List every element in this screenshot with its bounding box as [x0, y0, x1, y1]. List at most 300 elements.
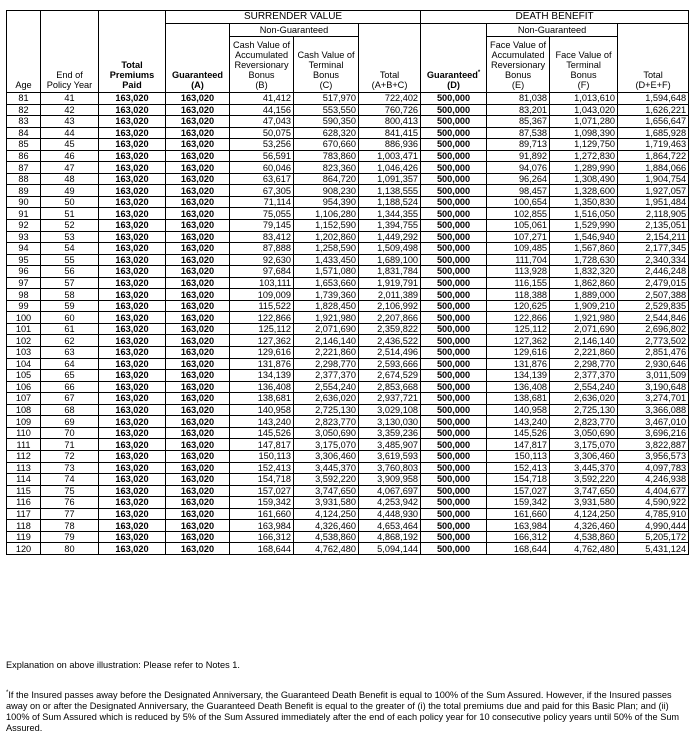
cell-sv-total: 2,937,721: [359, 393, 421, 405]
cell-policy-year: 67: [41, 393, 99, 405]
cell-sv-total: 1,394,755: [359, 220, 421, 232]
cell-db-face-term-bonus: 2,554,240: [550, 381, 618, 393]
cell-total-premiums: 163,020: [99, 485, 166, 497]
cell-sv-total: 1,091,357: [359, 173, 421, 185]
cell-age: 97: [7, 277, 41, 289]
cell-db-total: 3,190,648: [618, 381, 689, 393]
cell-sv-guaranteed: 163,020: [166, 277, 230, 289]
cell-sv-total: 886,936: [359, 139, 421, 151]
cell-age: 103: [7, 347, 41, 359]
cell-policy-year: 62: [41, 335, 99, 347]
col-header-sv-guaranteed: [166, 24, 230, 93]
cell-db-guaranteed: 500,000: [421, 370, 487, 382]
cell-db-total: 1,626,221: [618, 104, 689, 116]
cell-sv-cash-term-bonus: 2,146,140: [294, 335, 359, 347]
cell-sv-guaranteed: 163,020: [166, 358, 230, 370]
cell-age: 114: [7, 474, 41, 486]
cell-age: 118: [7, 520, 41, 532]
cell-db-face-term-bonus: 1,308,490: [550, 173, 618, 185]
db-face-term-label: Face Value of Terminal Bonus: [555, 50, 612, 80]
cell-sv-total: 2,593,666: [359, 358, 421, 370]
cell-sv-guaranteed: 163,020: [166, 543, 230, 555]
cell-db-face-rev-bonus: 143,240: [487, 416, 550, 428]
cell-db-guaranteed: 500,000: [421, 474, 487, 486]
cell-db-face-rev-bonus: 85,367: [487, 116, 550, 128]
cell-sv-guaranteed: 163,020: [166, 335, 230, 347]
cell-sv-cash-term-bonus: 2,377,370: [294, 370, 359, 382]
cell-sv-guaranteed: 163,020: [166, 485, 230, 497]
cell-sv-total: 4,868,192: [359, 531, 421, 543]
table-row: [7, 358, 689, 370]
cell-sv-cash-term-bonus: 3,175,070: [294, 439, 359, 451]
cell-sv-cash-term-bonus: 1,828,450: [294, 300, 359, 312]
cell-sv-cash-term-bonus: 628,320: [294, 127, 359, 139]
cell-sv-guaranteed: 163,020: [166, 450, 230, 462]
cell-policy-year: 69: [41, 416, 99, 428]
cell-db-guaranteed: 500,000: [421, 196, 487, 208]
cell-db-face-term-bonus: 1,289,990: [550, 162, 618, 174]
cell-policy-year: 72: [41, 450, 99, 462]
cell-sv-cash-rev-bonus: 83,412: [230, 231, 294, 243]
cell-age: 119: [7, 531, 41, 543]
cell-db-total: 5,431,124: [618, 543, 689, 555]
cell-sv-cash-rev-bonus: 157,027: [230, 485, 294, 497]
cell-sv-cash-term-bonus: 3,445,370: [294, 462, 359, 474]
sv-guaranteed-code: (A): [191, 80, 204, 90]
cell-db-total: 1,904,754: [618, 173, 689, 185]
col-header-age: Age: [7, 11, 41, 93]
cell-sv-cash-term-bonus: 2,636,020: [294, 393, 359, 405]
cell-sv-total: 3,909,958: [359, 474, 421, 486]
cell-db-face-term-bonus: 1,529,990: [550, 220, 618, 232]
cell-db-guaranteed: 500,000: [421, 266, 487, 278]
cell-sv-guaranteed: 163,020: [166, 393, 230, 405]
cell-sv-cash-rev-bonus: 134,139: [230, 370, 294, 382]
cell-total-premiums: 163,020: [99, 323, 166, 335]
cell-db-guaranteed: 500,000: [421, 254, 487, 266]
cell-db-face-term-bonus: 3,931,580: [550, 497, 618, 509]
cell-sv-guaranteed: 163,020: [166, 427, 230, 439]
cell-db-total: 4,097,783: [618, 462, 689, 474]
cell-age: 84: [7, 127, 41, 139]
cell-db-total: 1,719,463: [618, 139, 689, 151]
cell-age: 104: [7, 358, 41, 370]
cell-age: 81: [7, 93, 41, 105]
cell-total-premiums: 163,020: [99, 531, 166, 543]
cell-policy-year: 70: [41, 427, 99, 439]
cell-sv-cash-term-bonus: 1,106,280: [294, 208, 359, 220]
cell-sv-total: 1,919,791: [359, 277, 421, 289]
cell-total-premiums: 163,020: [99, 208, 166, 220]
db-face-rev-code: (E): [511, 80, 525, 90]
cell-db-face-rev-bonus: 107,271: [487, 231, 550, 243]
cell-policy-year: 53: [41, 231, 99, 243]
cell-db-guaranteed: 500,000: [421, 381, 487, 393]
cell-total-premiums: 163,020: [99, 127, 166, 139]
cell-sv-cash-rev-bonus: 163,984: [230, 520, 294, 532]
cell-db-total: 1,594,648: [618, 93, 689, 105]
cell-db-total: 2,544,846: [618, 312, 689, 324]
cell-db-guaranteed: 500,000: [421, 173, 487, 185]
table-row: [7, 370, 689, 382]
cell-db-guaranteed: 500,000: [421, 312, 487, 324]
cell-total-premiums: 163,020: [99, 231, 166, 243]
cell-age: 112: [7, 450, 41, 462]
cell-age: 95: [7, 254, 41, 266]
table-row: [7, 520, 689, 532]
cell-total-premiums: 163,020: [99, 427, 166, 439]
cell-db-total: 2,177,345: [618, 243, 689, 255]
cell-age: 108: [7, 404, 41, 416]
cell-db-total: 4,246,938: [618, 474, 689, 486]
cell-db-guaranteed: 500,000: [421, 508, 487, 520]
cell-policy-year: 75: [41, 485, 99, 497]
cell-db-guaranteed: 500,000: [421, 358, 487, 370]
cell-sv-guaranteed: 163,020: [166, 139, 230, 151]
cell-age: 109: [7, 416, 41, 428]
cell-db-face-rev-bonus: 111,704: [487, 254, 550, 266]
cell-db-face-rev-bonus: 102,855: [487, 208, 550, 220]
cell-age: 90: [7, 196, 41, 208]
cell-age: 100: [7, 312, 41, 324]
cell-db-face-term-bonus: 3,050,690: [550, 427, 618, 439]
cell-db-face-rev-bonus: 87,538: [487, 127, 550, 139]
table-row: [7, 208, 689, 220]
cell-total-premiums: 163,020: [99, 196, 166, 208]
cell-sv-total: 3,485,907: [359, 439, 421, 451]
cell-age: 92: [7, 220, 41, 232]
cell-db-face-term-bonus: 1,862,860: [550, 277, 618, 289]
cell-sv-total: 3,130,030: [359, 416, 421, 428]
cell-sv-cash-rev-bonus: 63,617: [230, 173, 294, 185]
cell-db-guaranteed: 500,000: [421, 127, 487, 139]
cell-sv-cash-term-bonus: 823,360: [294, 162, 359, 174]
cell-policy-year: 56: [41, 266, 99, 278]
cell-total-premiums: 163,020: [99, 520, 166, 532]
cell-db-face-rev-bonus: 168,644: [487, 543, 550, 555]
cell-sv-guaranteed: 163,020: [166, 520, 230, 532]
cell-sv-total: 1,344,355: [359, 208, 421, 220]
table-row: [7, 335, 689, 347]
cell-sv-total: 3,029,108: [359, 404, 421, 416]
cell-sv-cash-rev-bonus: 79,145: [230, 220, 294, 232]
table-row: [7, 173, 689, 185]
col-header-sv-total: [359, 24, 421, 93]
cell-sv-guaranteed: 163,020: [166, 289, 230, 301]
cell-sv-guaranteed: 163,020: [166, 116, 230, 128]
cell-db-total: 3,011,509: [618, 370, 689, 382]
cell-policy-year: 52: [41, 220, 99, 232]
cell-db-total: 1,864,722: [618, 150, 689, 162]
cell-db-face-rev-bonus: 118,388: [487, 289, 550, 301]
cell-sv-total: 2,011,389: [359, 289, 421, 301]
cell-sv-cash-term-bonus: 4,762,480: [294, 543, 359, 555]
cell-sv-total: 1,003,471: [359, 150, 421, 162]
cell-policy-year: 55: [41, 254, 99, 266]
cell-total-premiums: 163,020: [99, 474, 166, 486]
cell-sv-guaranteed: 163,020: [166, 300, 230, 312]
cell-db-face-rev-bonus: 152,413: [487, 462, 550, 474]
cell-db-total: 3,956,573: [618, 450, 689, 462]
cell-db-total: 3,467,010: [618, 416, 689, 428]
cell-sv-cash-rev-bonus: 75,055: [230, 208, 294, 220]
table-row: [7, 531, 689, 543]
cell-sv-guaranteed: 163,020: [166, 162, 230, 174]
cell-sv-guaranteed: 163,020: [166, 370, 230, 382]
cell-db-face-term-bonus: 3,592,220: [550, 474, 618, 486]
cell-sv-cash-term-bonus: 1,258,590: [294, 243, 359, 255]
cell-db-face-term-bonus: 1,909,210: [550, 300, 618, 312]
cell-sv-cash-term-bonus: 2,298,770: [294, 358, 359, 370]
cell-db-total: 1,685,928: [618, 127, 689, 139]
cell-sv-cash-term-bonus: 908,230: [294, 185, 359, 197]
cell-sv-total: 2,514,496: [359, 347, 421, 359]
cell-db-face-term-bonus: 2,071,690: [550, 323, 618, 335]
cell-sv-guaranteed: 163,020: [166, 231, 230, 243]
cell-db-total: 1,951,484: [618, 196, 689, 208]
cell-policy-year: 43: [41, 116, 99, 128]
cell-sv-total: 4,448,930: [359, 508, 421, 520]
cell-total-premiums: 163,020: [99, 381, 166, 393]
cell-total-premiums: 163,020: [99, 162, 166, 174]
cell-sv-cash-rev-bonus: 150,113: [230, 450, 294, 462]
cell-sv-cash-rev-bonus: 147,817: [230, 439, 294, 451]
cell-sv-total: 1,138,555: [359, 185, 421, 197]
cell-db-total: 2,851,476: [618, 347, 689, 359]
cell-policy-year: 61: [41, 323, 99, 335]
cell-db-face-term-bonus: 3,747,650: [550, 485, 618, 497]
cell-db-face-term-bonus: 1,328,600: [550, 185, 618, 197]
cell-db-face-rev-bonus: 122,866: [487, 312, 550, 324]
cell-sv-cash-term-bonus: 590,350: [294, 116, 359, 128]
cell-db-face-term-bonus: 1,350,830: [550, 196, 618, 208]
table-row: [7, 243, 689, 255]
cell-db-face-term-bonus: 2,377,370: [550, 370, 618, 382]
cell-db-guaranteed: 500,000: [421, 116, 487, 128]
cell-db-guaranteed: 500,000: [421, 277, 487, 289]
cell-db-guaranteed: 500,000: [421, 323, 487, 335]
sv-cash-rev-code: (B): [255, 80, 268, 90]
cell-policy-year: 78: [41, 520, 99, 532]
cell-sv-guaranteed: 163,020: [166, 196, 230, 208]
table-row: [7, 474, 689, 486]
cell-age: 101: [7, 323, 41, 335]
cell-sv-guaranteed: 163,020: [166, 185, 230, 197]
cell-policy-year: 58: [41, 289, 99, 301]
cell-policy-year: 47: [41, 162, 99, 174]
cell-db-face-term-bonus: 4,124,250: [550, 508, 618, 520]
sv-cash-term-label: Cash Value of Terminal Bonus: [297, 50, 355, 80]
cell-sv-cash-term-bonus: 3,747,650: [294, 485, 359, 497]
cell-db-guaranteed: 500,000: [421, 427, 487, 439]
table-row: [7, 416, 689, 428]
cell-db-guaranteed: 500,000: [421, 543, 487, 555]
cell-sv-cash-term-bonus: 4,124,250: [294, 508, 359, 520]
cell-db-face-term-bonus: 1,071,280: [550, 116, 618, 128]
table-row: [7, 185, 689, 197]
cell-db-face-rev-bonus: 159,342: [487, 497, 550, 509]
cell-total-premiums: 163,020: [99, 173, 166, 185]
table-row: [7, 104, 689, 116]
db-face-rev-label: Face Value of Accumulated Reversionary Bonus: [490, 40, 547, 80]
cell-sv-cash-rev-bonus: 161,660: [230, 508, 294, 520]
cell-sv-cash-rev-bonus: 44,156: [230, 104, 294, 116]
cell-age: 107: [7, 393, 41, 405]
cell-age: 82: [7, 104, 41, 116]
cell-sv-cash-rev-bonus: 109,009: [230, 289, 294, 301]
cell-db-face-term-bonus: 2,298,770: [550, 358, 618, 370]
cell-sv-total: 800,413: [359, 116, 421, 128]
cell-db-face-rev-bonus: 147,817: [487, 439, 550, 451]
cell-sv-guaranteed: 163,020: [166, 497, 230, 509]
cell-sv-cash-term-bonus: 3,050,690: [294, 427, 359, 439]
cell-total-premiums: 163,020: [99, 104, 166, 116]
cell-policy-year: 66: [41, 381, 99, 393]
table-row: [7, 381, 689, 393]
illustration-table: [6, 10, 689, 555]
cell-db-face-rev-bonus: 96,264: [487, 173, 550, 185]
cell-age: 111: [7, 439, 41, 451]
cell-sv-guaranteed: 163,020: [166, 173, 230, 185]
cell-db-face-term-bonus: 1,043,020: [550, 104, 618, 116]
cell-sv-cash-rev-bonus: 71,114: [230, 196, 294, 208]
cell-sv-guaranteed: 163,020: [166, 266, 230, 278]
cell-db-face-term-bonus: 3,175,070: [550, 439, 618, 451]
cell-age: 89: [7, 185, 41, 197]
cell-db-total: 3,822,887: [618, 439, 689, 451]
cell-sv-cash-rev-bonus: 127,362: [230, 335, 294, 347]
cell-policy-year: 50: [41, 196, 99, 208]
footnote: [6, 690, 689, 734]
cell-db-guaranteed: 500,000: [421, 462, 487, 474]
cell-age: 93: [7, 231, 41, 243]
cell-sv-cash-rev-bonus: 159,342: [230, 497, 294, 509]
cell-policy-year: 68: [41, 404, 99, 416]
cell-sv-total: 2,207,866: [359, 312, 421, 324]
table-row: [7, 404, 689, 416]
cell-sv-cash-rev-bonus: 143,240: [230, 416, 294, 428]
cell-policy-year: 79: [41, 531, 99, 543]
cell-sv-cash-rev-bonus: 41,412: [230, 93, 294, 105]
cell-db-total: 3,696,216: [618, 427, 689, 439]
table-row: [7, 543, 689, 555]
table-row: [7, 347, 689, 359]
cell-total-premiums: 163,020: [99, 450, 166, 462]
col-header-sv-cash-rev-bonus: [230, 37, 294, 93]
sv-total-label: Total: [379, 70, 400, 80]
cell-db-guaranteed: 500,000: [421, 485, 487, 497]
cell-sv-guaranteed: 163,020: [166, 531, 230, 543]
cell-age: 110: [7, 427, 41, 439]
cell-total-premiums: 163,020: [99, 93, 166, 105]
cell-db-face-term-bonus: 1,516,050: [550, 208, 618, 220]
cell-db-guaranteed: 500,000: [421, 300, 487, 312]
cell-sv-cash-rev-bonus: 115,522: [230, 300, 294, 312]
cell-db-guaranteed: 500,000: [421, 497, 487, 509]
cell-db-guaranteed: 500,000: [421, 393, 487, 405]
cell-sv-cash-term-bonus: 1,571,080: [294, 266, 359, 278]
cell-db-guaranteed: 500,000: [421, 439, 487, 451]
table-row: [7, 93, 689, 105]
cell-sv-total: 1,449,292: [359, 231, 421, 243]
cell-db-face-term-bonus: 4,762,480: [550, 543, 618, 555]
cell-policy-year: 44: [41, 127, 99, 139]
cell-sv-cash-term-bonus: 1,152,590: [294, 220, 359, 232]
cell-sv-cash-term-bonus: 1,921,980: [294, 312, 359, 324]
cell-policy-year: 42: [41, 104, 99, 116]
cell-sv-cash-rev-bonus: 145,526: [230, 427, 294, 439]
cell-sv-cash-term-bonus: 1,433,450: [294, 254, 359, 266]
cell-db-face-term-bonus: 1,129,750: [550, 139, 618, 151]
cell-db-face-rev-bonus: 161,660: [487, 508, 550, 520]
cell-sv-cash-term-bonus: 3,592,220: [294, 474, 359, 486]
cell-db-face-rev-bonus: 154,718: [487, 474, 550, 486]
cell-db-face-rev-bonus: 136,408: [487, 381, 550, 393]
cell-total-premiums: 163,020: [99, 497, 166, 509]
cell-db-face-rev-bonus: 89,713: [487, 139, 550, 151]
cell-sv-total: 1,509,498: [359, 243, 421, 255]
cell-age: 115: [7, 485, 41, 497]
cell-db-guaranteed: 500,000: [421, 404, 487, 416]
cell-sv-guaranteed: 163,020: [166, 104, 230, 116]
cell-sv-cash-term-bonus: 1,739,360: [294, 289, 359, 301]
cell-total-premiums: 163,020: [99, 139, 166, 151]
explanation-note: Explanation on above illustration: Please refer to Notes 1.: [6, 660, 240, 670]
table-row: [7, 231, 689, 243]
cell-sv-cash-term-bonus: 3,306,460: [294, 450, 359, 462]
cell-db-face-term-bonus: 3,445,370: [550, 462, 618, 474]
cell-db-guaranteed: 500,000: [421, 289, 487, 301]
cell-db-guaranteed: 500,000: [421, 520, 487, 532]
table-row: [7, 266, 689, 278]
cell-policy-year: 63: [41, 347, 99, 359]
cell-db-face-rev-bonus: 109,485: [487, 243, 550, 255]
cell-age: 117: [7, 508, 41, 520]
cell-sv-guaranteed: 163,020: [166, 254, 230, 266]
cell-age: 102: [7, 335, 41, 347]
cell-policy-year: 64: [41, 358, 99, 370]
cell-age: 106: [7, 381, 41, 393]
table-row: [7, 162, 689, 174]
cell-total-premiums: 163,020: [99, 116, 166, 128]
cell-sv-total: 4,653,464: [359, 520, 421, 532]
table-row: [7, 427, 689, 439]
cell-db-face-rev-bonus: 98,457: [487, 185, 550, 197]
cell-db-total: 2,446,248: [618, 266, 689, 278]
cell-sv-total: 722,402: [359, 93, 421, 105]
cell-db-total: 2,479,015: [618, 277, 689, 289]
sv-total-code: (A+B+C): [371, 80, 408, 90]
cell-policy-year: 76: [41, 497, 99, 509]
cell-sv-total: 1,689,100: [359, 254, 421, 266]
cell-sv-cash-term-bonus: 2,554,240: [294, 381, 359, 393]
cell-db-guaranteed: 500,000: [421, 185, 487, 197]
cell-db-face-rev-bonus: 157,027: [487, 485, 550, 497]
cell-sv-cash-term-bonus: 4,326,460: [294, 520, 359, 532]
cell-age: 85: [7, 139, 41, 151]
cell-sv-cash-term-bonus: 2,725,130: [294, 404, 359, 416]
sv-guaranteed-label: Guaranteed: [171, 70, 224, 80]
table-row: [7, 300, 689, 312]
cell-policy-year: 51: [41, 208, 99, 220]
table-row: [7, 485, 689, 497]
cell-sv-guaranteed: 163,020: [166, 474, 230, 486]
cell-sv-cash-rev-bonus: 103,111: [230, 277, 294, 289]
cell-db-face-term-bonus: 1,546,940: [550, 231, 618, 243]
cell-db-guaranteed: 500,000: [421, 220, 487, 232]
cell-sv-cash-rev-bonus: 136,408: [230, 381, 294, 393]
table-row: [7, 127, 689, 139]
